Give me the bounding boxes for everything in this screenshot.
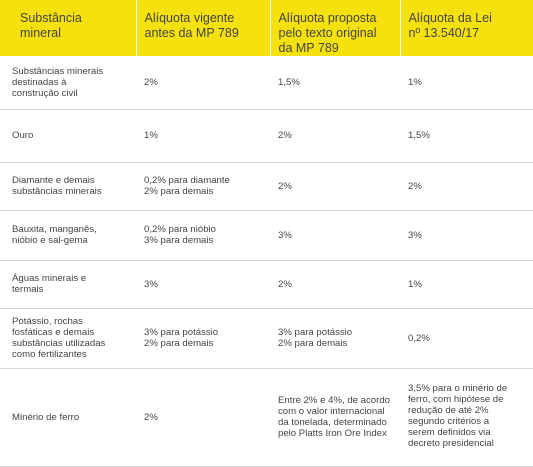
table-header: [0, 0, 533, 56]
cell-vigente: 3% para potássio 2% para demais: [136, 308, 270, 368]
cell-lei: 1,5%: [400, 109, 533, 162]
table-row: [0, 308, 533, 368]
cell-substancia: Potássio, rochas fosfáticas e demais substâncias utilizadas como fertilizantes: [0, 308, 136, 368]
cell-substancia: Substâncias minerais destinadas à construção civil: [0, 56, 136, 109]
cell-vigente: 2%: [136, 368, 270, 466]
cell-vigente: 2%: [136, 56, 270, 109]
cell-proposta: 2%: [270, 260, 400, 308]
cell-substancia: Bauxita, manganês, nióbio e sal-gema: [0, 210, 136, 260]
table-row: [0, 210, 533, 260]
table-row: [0, 368, 533, 466]
cell-substancia: Águas minerais e termais: [0, 260, 136, 308]
cell-proposta: 3% para potássio 2% para demais: [270, 308, 400, 368]
cell-lei: 3,5% para o minério de ferro, com hipótese de redução de até 2% segundo critérios a serem definidos via decreto presidencial: [400, 368, 533, 466]
table-row: [0, 162, 533, 210]
cell-proposta: 3%: [270, 210, 400, 260]
cell-substancia: Diamante e demais substâncias minerais: [0, 162, 136, 210]
cell-lei: 1%: [400, 260, 533, 308]
cell-proposta: 2%: [270, 109, 400, 162]
table-row: [0, 260, 533, 308]
table-row: [0, 56, 533, 109]
header-row: [0, 0, 533, 56]
cell-vigente: 0,2% para diamante 2% para demais: [136, 162, 270, 210]
cell-substancia: Ouro: [0, 109, 136, 162]
cell-lei: 3%: [400, 210, 533, 260]
header-substancia-mineral: Substância mineral: [0, 0, 136, 56]
cell-lei: 0,2%: [400, 308, 533, 368]
cell-proposta: Entre 2% e 4%, de acordo com o valor internacional da tonelada, determinado pelo Platts Iron Ore Index: [270, 368, 400, 466]
header-aliquota-proposta: Alíquota proposta pelo texto original da MP 789: [270, 0, 400, 56]
cell-vigente: 1%: [136, 109, 270, 162]
cell-proposta: 1,5%: [270, 56, 400, 109]
table-row: [0, 109, 533, 162]
cell-lei: 1%: [400, 56, 533, 109]
cell-substancia: Minério de ferro: [0, 368, 136, 466]
cell-proposta: 2%: [270, 162, 400, 210]
table-body: [0, 56, 533, 466]
cell-vigente: 3%: [136, 260, 270, 308]
cell-vigente: 0,2% para nióbio 3% para demais: [136, 210, 270, 260]
header-aliquota-vigente: Alíquota vigente antes da MP 789: [136, 0, 270, 56]
header-aliquota-lei: Alíquota da Lei nº 13.540/17: [400, 0, 533, 56]
cell-lei: 2%: [400, 162, 533, 210]
